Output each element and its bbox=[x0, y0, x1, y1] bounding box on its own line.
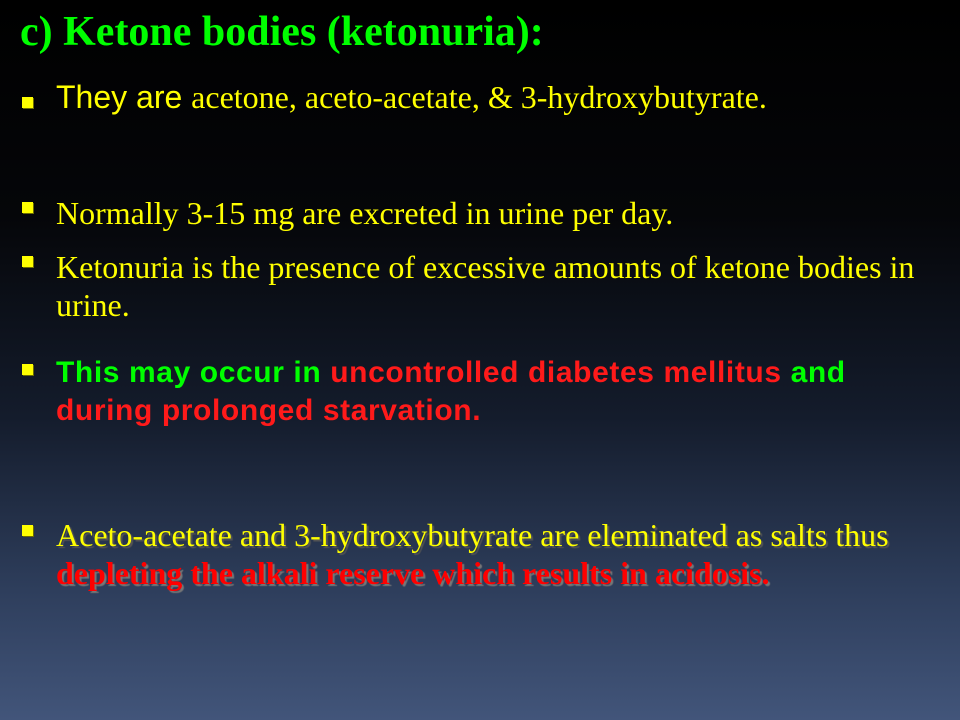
square-bullet-icon bbox=[22, 364, 33, 375]
square-bullet-icon bbox=[22, 256, 33, 267]
bullet-text bbox=[56, 354, 926, 430]
slide-title: c) Ketone bodies (ketonuria): bbox=[20, 9, 544, 55]
bullet-text-segment: They are bbox=[56, 79, 192, 115]
square-bullet-icon bbox=[22, 525, 33, 536]
bullet-text bbox=[56, 78, 926, 116]
bullet-text-segment: This may occur in bbox=[56, 356, 331, 389]
bullet-text-segment: depleting the alkali reserve which results in acidosis. bbox=[56, 555, 770, 591]
bullet-text-segment: and bbox=[790, 356, 846, 389]
bullet-text-segment: uncontrolled diabetes mellitus bbox=[330, 356, 791, 389]
bullet-text-segment: during prolonged starvation. bbox=[56, 394, 482, 427]
bullet-text bbox=[56, 516, 926, 592]
square-bullet-icon bbox=[22, 202, 33, 213]
bullet-text-segment: Aceto-acetate and 3-hydroxybutyrate are eleminated as salts thus bbox=[56, 517, 889, 553]
bullet-text: Ketonuria is the presence of excessive amounts of ketone bodies in urine. bbox=[56, 249, 915, 323]
square-bullet-icon bbox=[22, 97, 33, 108]
bullet-text: Normally 3-15 mg are excreted in urine per day. bbox=[56, 195, 674, 231]
bullet-text-segment: acetone, aceto-acetate, & 3-hydroxybutyrate. bbox=[191, 79, 767, 115]
